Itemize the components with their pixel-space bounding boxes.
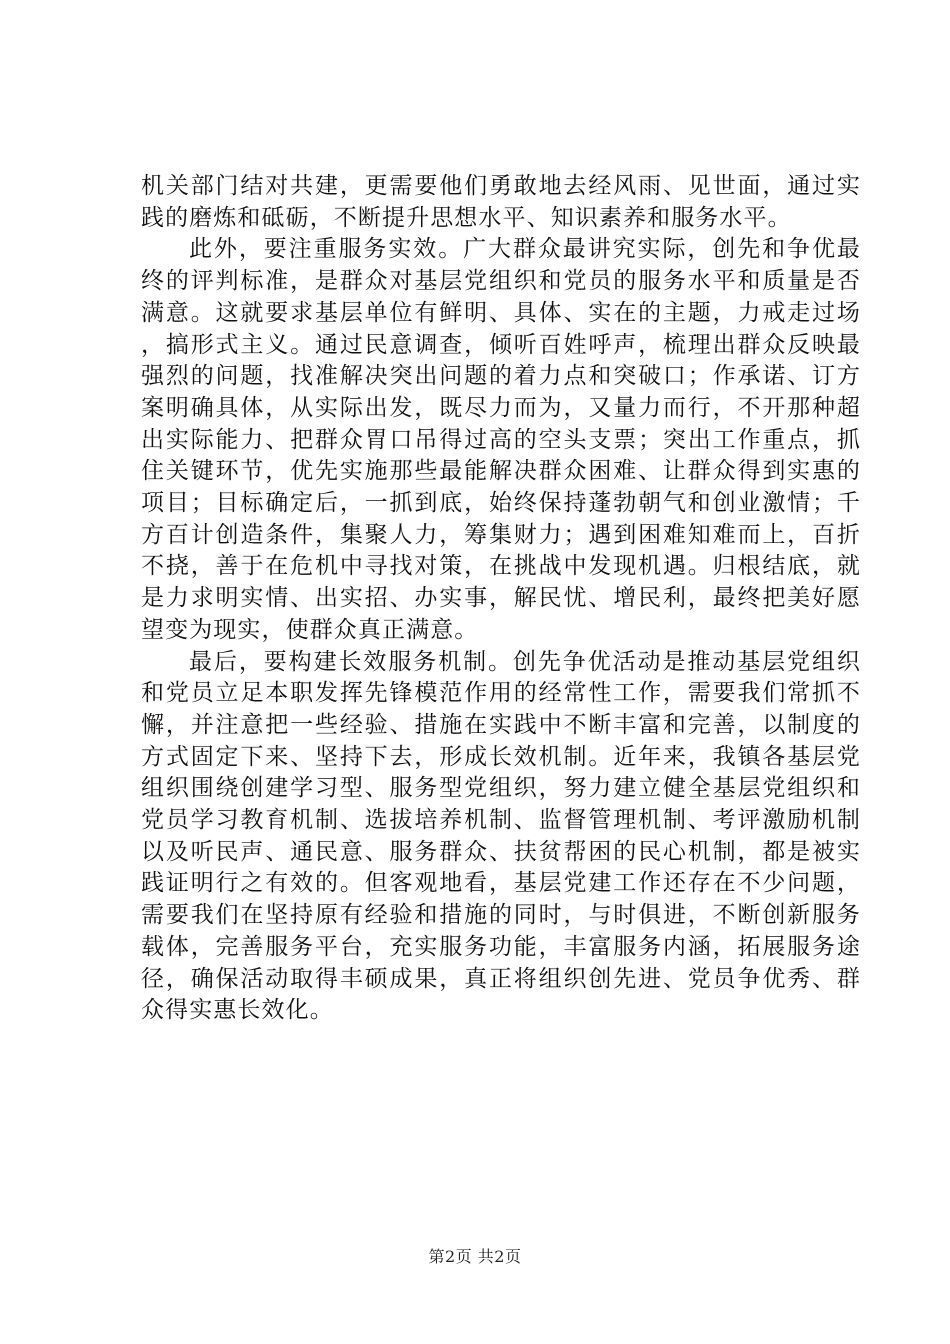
page-footer: 第2页 共2页 <box>428 1247 522 1266</box>
body-text <box>141 171 861 1027</box>
paragraph-service-effectiveness: 此外，要注重服务实效。广大群众最讲究实际，创先和争优最终的评判标准，是群众对基层党组织和党员的服务水平和质量是否满意。这就要求基层单位有鲜明、具体、实在的主题，力戒走过场，搞形式主义。通过民意调查，倾听百姓呼声，梳理出群众反映最强烈的问题，找准解决突出问题的着力点和突破口；作承诺、订方案明确具体，从实际出发，既尽力而为，又量力而行，不开那种超出实际能力、把群众胃口吊得过高的空头支票；突出工作重点，抓住关键环节，优先实施那些最能解决群众困难、让群众得到实惠的项目；目标确定后，一抓到底，始终保持蓬勃朝气和创业激情；千方百计创造条件，集聚人力，筹集财力；遇到困难知难而上，百折不挠，善于在危机中寻找对策，在挑战中发现机遇。归根结底，就是力求明实情、出实招、办实事，解民忧、增民利，最终把美好愿望变为现实，使群众真正满意。 <box>141 236 861 643</box>
paragraph-long-term-mechanism: 最后，要构建长效服务机制。创先争优活动是推动基层党组织和党员立足本职发挥先锋模范作用的经常性工作，需要我们常抓不懈，并注意把一些经验、措施在实践中不断丰富和完善，以制度的方式固定下来、坚持下去，形成长效机制。近年来，我镇各基层党组织围绕创建学习型、服务型党组织，努力建立健全基层党组织和党员学习教育机制、选拔培养机制、监督管理机制、考评激励机制以及听民声、通民意、服务群众、扶贫帮困的民心机制，都是被实践证明行之有效的。但客观地看，基层党建工作还存在不少问题，需要我们在坚持原有经验和措施的同时，与时俱进，不断创新服务载体，完善服务平台，充实服务功能，丰富服务内涵，拓展服务途径，确保活动取得丰硕成果，真正将组织创先进、党员争优秀、群众得实惠长效化。 <box>141 648 861 1024</box>
paragraph-continuation: 机关部门结对共建，更需要他们勇敢地去经风雨、见世面，通过实践的磨炼和砥砺，不断提升思想水平、知识素养和服务水平。 <box>141 173 861 231</box>
